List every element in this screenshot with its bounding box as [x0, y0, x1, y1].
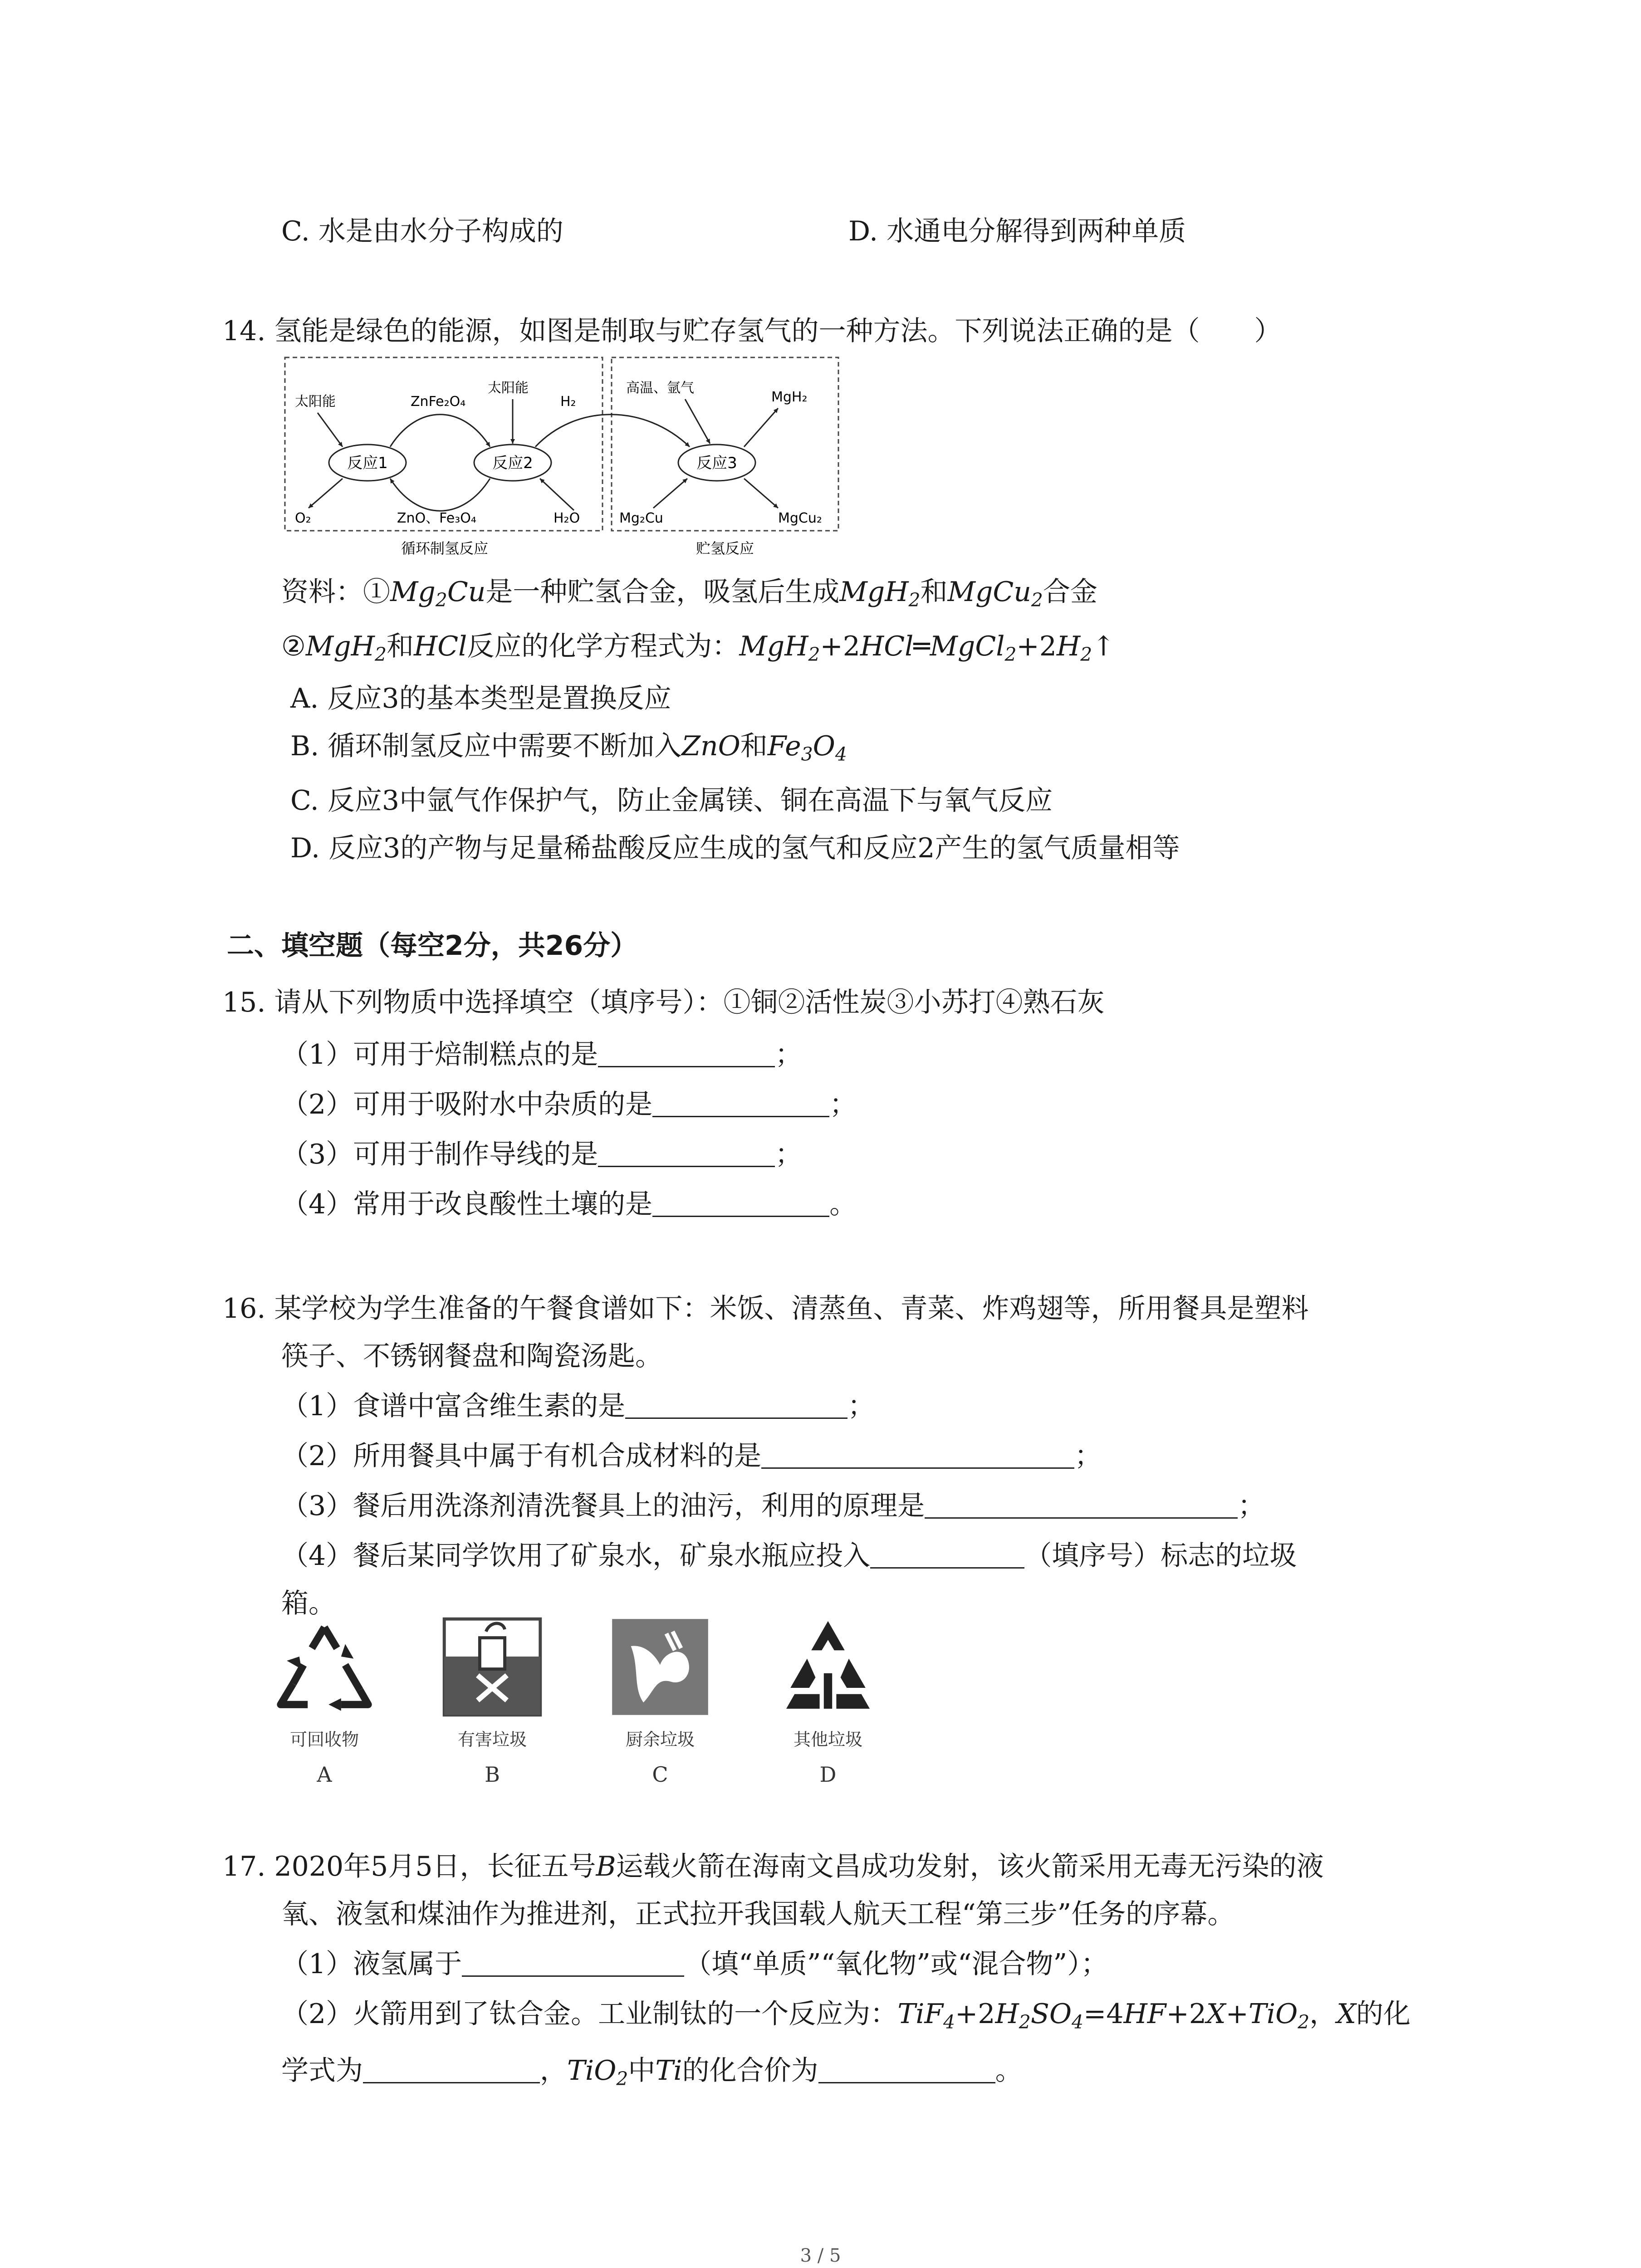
hydrogen-diagram — [281, 354, 844, 567]
reaction1-label: 反应1 — [347, 454, 388, 472]
q17-s3: 学式为 ，TiO$_2$中Ti的化合价为 。 — [281, 2055, 1023, 2090]
icon-a-label: 可回收物 — [289, 1730, 359, 1750]
q17-stem-line2: 氧、液氢和煤油作为推进剂，正式拉开我国载人航天工程“第三步”任务的序幕。 — [281, 1898, 1235, 1930]
caption-storage: 贮氢反应 — [696, 540, 754, 557]
hazardous-waste-icon — [440, 1615, 544, 1719]
recycle-icon — [272, 1615, 377, 1719]
q13-option-d: D. 水通电分解得到两种单质 — [848, 215, 1186, 247]
q13-option-c: C. 水是由水分子构成的 — [281, 215, 563, 247]
q16-s4: （4）餐后某同学饮用了矿泉水，矿泉水瓶应投入 （填序号）标志的垃圾 — [281, 1540, 1297, 1572]
caption-cycle: 循环制氢反应 — [401, 540, 489, 557]
icon-option-d — [760, 1615, 896, 1787]
page-number: 3 / 5 — [800, 2245, 841, 2266]
q17-blank1[interactable] — [462, 1948, 684, 1977]
q16-stem-line2: 筷子、不锈钢餐盘和陶瓷汤匙。 — [281, 1340, 662, 1372]
label-zno: ZnO、Fe₃O₄ — [397, 510, 476, 526]
q14-info2: ②MgH$_2$和HCl反应的化学方程式为：$MgH_2+2HCl═MgCl_2+2H_2↑$ — [281, 631, 1115, 666]
q15-s1: （1）可用于焙制糕点的是 ； — [281, 1039, 803, 1070]
arrow-o2 — [309, 479, 343, 508]
q16-s2: （2）所用餐具中属于有机合成材料的是 ； — [281, 1440, 1102, 1472]
q15-s2: （2）可用于吸附水中杂质的是 ； — [281, 1089, 857, 1120]
icon-b-label: 有害垃圾 — [457, 1730, 527, 1750]
other-waste-icon — [776, 1615, 880, 1719]
arrow-mgcu2 — [744, 479, 778, 508]
q15-blank1[interactable] — [598, 1039, 775, 1067]
label-znfe2o4: ZnFe₂O₄ — [411, 394, 466, 410]
q14-info1: 资料：$①Mg_2Cu$是一种贮氢合金，吸氢后生成MgH$_2$和MgCu$_2$合金 — [281, 576, 1097, 611]
icon-option-b — [424, 1615, 560, 1787]
reaction2-label: 反应2 — [492, 454, 533, 472]
arrow-mgh2 — [744, 408, 778, 447]
kitchen-waste-icon — [608, 1615, 712, 1719]
q14-stem: 14. 氢能是绿色的能源，如图是制取与贮存氢气的一种方法。下列说法正确的是（ ） — [222, 315, 1282, 347]
arrow-znfe2o4 — [390, 415, 490, 447]
q16-s4-line2: 箱。 — [281, 1588, 336, 1619]
arrow-argon — [685, 399, 710, 444]
q16-s1: （1）食谱中富含维生素的是 ； — [281, 1390, 875, 1422]
q16-blank2[interactable] — [761, 1440, 1074, 1469]
q15-blank4[interactable] — [652, 1188, 829, 1217]
cycle-box — [285, 357, 603, 531]
arrow-mg2cu — [653, 479, 687, 508]
q15-blank3[interactable] — [598, 1139, 775, 1167]
label-o2: O₂ — [295, 510, 311, 526]
label-mg2cu: Mg₂Cu — [619, 510, 663, 526]
icon-d-label: 其他垃圾 — [793, 1730, 862, 1750]
q17-blank2[interactable] — [363, 2055, 540, 2083]
label-mgcu2: MgCu₂ — [778, 510, 822, 526]
q16-blank1[interactable] — [625, 1390, 847, 1419]
icon-d-letter: D — [819, 1762, 837, 1787]
label-solar2: 太阳能 — [488, 380, 529, 396]
q15-s4: （4）常用于改良酸性土壤的是 。 — [281, 1188, 857, 1220]
q15-blank2[interactable] — [652, 1089, 829, 1117]
q14-option-c: C. 反应3中氩气作保护气，防止金属镁、铜在高温下与氧气反应 — [290, 785, 1053, 816]
icon-b-letter: B — [485, 1762, 500, 1787]
arrow-h2-transfer — [535, 415, 690, 447]
label-h2: H₂ — [560, 394, 576, 410]
q15-stem: 15. 请从下列物质中选择填空（填序号）：①铜②活性炭③小苏打④熟石灰 — [222, 987, 1105, 1018]
label-hightemp: 高温、氩气 — [626, 380, 694, 396]
q16-stem-line1: 16. 某学校为学生准备的午餐食谱如下：米饭、清蒸鱼、青菜、炸鸡翅等，所用餐具是塑料 — [222, 1293, 1309, 1325]
q17-blank3[interactable] — [818, 2055, 995, 2083]
q17-s1: （1）液氢属于 （填“单质”“氧化物”或“混合物”）； — [281, 1948, 1108, 1980]
label-mgh2: MgH₂ — [771, 389, 808, 405]
label-h2o: H₂O — [554, 510, 580, 526]
icon-a-letter: A — [317, 1762, 332, 1787]
icon-c-letter: C — [652, 1762, 668, 1787]
q14-option-b: B. 循环制氢反应中需要不断加入ZnO和$Fe_3O_4$ — [290, 730, 847, 766]
q16-s3: （3）餐后用洗涤剂清洗餐具上的油污，利用的原理是 ； — [281, 1490, 1265, 1522]
arrow-solar1 — [318, 413, 343, 447]
q16-blank3[interactable] — [925, 1490, 1238, 1519]
q15-s3: （3）可用于制作导线的是 ； — [281, 1139, 803, 1170]
q17-stem-line1: 17. 2020年5月5日，长征五号B运载火箭在海南文昌成功发射，该火箭采用无毒无污染的液 — [222, 1851, 1324, 1882]
section2-title: 二、填空题（每空2分，共26分） — [227, 930, 638, 962]
q17-s2: （2）火箭用到了钛合金。工业制钛的一个反应为：$TiF_4+2H_2SO_4=4HF+2X+TiO_2$，X的化 — [281, 1998, 1411, 2033]
label-solar1: 太阳能 — [295, 394, 336, 410]
reaction3-label: 反应3 — [696, 454, 737, 472]
q16-blank4[interactable] — [870, 1540, 1024, 1569]
icon-option-a — [256, 1615, 392, 1787]
arrow-h2o — [540, 479, 574, 510]
q14-option-a: A. 反应3的基本类型是置换反应 — [290, 683, 671, 714]
icon-option-c — [592, 1615, 728, 1787]
q14-option-d: D. 反应3的产物与足量稀盐酸反应生成的氢气和反应2产生的氢气质量相等 — [290, 832, 1180, 864]
arrow-zno — [390, 479, 490, 511]
icon-c-label: 厨余垃圾 — [625, 1730, 695, 1750]
hydrogen-diagram-svg — [281, 354, 844, 567]
